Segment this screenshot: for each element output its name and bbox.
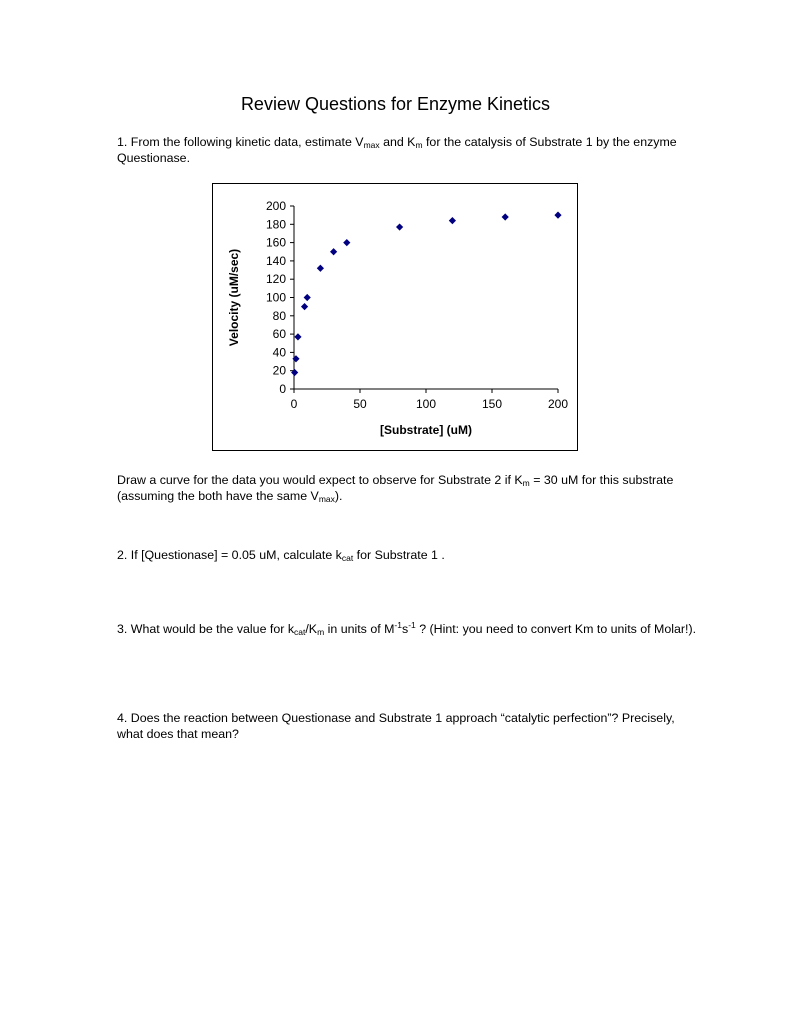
y-axis-ticks [266,199,294,396]
x-tick-label: 100 [415,397,437,411]
q2-text-prefix: 2. If [Questionase] = 0.05 uM, calculate k [117,548,342,562]
data-point [502,213,509,220]
q3-text-mid1: /K [305,622,318,636]
plot-area [266,199,568,411]
y-tick-label: 80 [272,308,286,323]
x-tick-label: 50 [353,397,367,411]
question-3 [117,621,697,637]
draw-text-suffix: ). [334,489,343,503]
question-2 [117,547,697,563]
y-tick-label: 20 [272,363,286,378]
q3-kcat-subscript: cat [294,627,306,637]
x-tick-label: 150 [481,397,503,411]
draw-text-prefix: Draw a curve for the data you would expect to observe for Substrate 2 if K [117,473,523,487]
y-tick-label: 40 [272,345,286,360]
data-point [396,223,403,230]
y-tick-label: 60 [272,327,286,342]
q3-m-superscript: -1 [394,620,402,630]
q2-text-suffix: for Substrate 1 . [353,548,445,562]
y-axis-label: Velocity (uM/sec) [227,248,241,347]
question-4: 4. Does the reaction between Questionase and Substrate 1 approach “catalytic perfection”? Precisely, what does that mean? [117,711,675,741]
data-point [449,217,456,224]
q3-text-mid3: s [401,622,409,636]
y-tick-label: 160 [265,235,286,250]
data-point [301,303,308,310]
data-point [343,239,350,246]
q2-kcat-subscript: cat [341,553,354,563]
draw-vmax-subscript: max [318,494,335,504]
y-tick-label: 200 [265,199,286,213]
q3-km-subscript: m [317,627,325,637]
draw-text-mid: = 30 uM for this substrate (assuming the both have the same V [117,473,674,503]
q1-km-subscript: m [415,140,423,150]
y-tick-label: 140 [265,253,286,268]
data-point [294,333,301,340]
draw-km-subscript: m [522,478,530,488]
data-point [291,369,298,376]
data-point [554,212,561,219]
q3-text-mid2: in units of M [324,622,395,636]
q3-text-prefix: 3. What would be the value for k [117,622,295,636]
data-point [304,294,311,301]
y-tick-label: 120 [265,272,286,287]
q3-text-suffix: ? (Hint: you need to convert Km to units of Molar!). [415,622,697,636]
data-point [317,265,324,272]
scatter-plot [213,184,579,452]
x-axis-ticks [291,389,569,411]
y-tick-label: 180 [265,217,286,232]
data-points [291,212,562,377]
y-tick-label: 0 [279,382,286,396]
q1-vmax-subscript: max [363,140,380,150]
x-tick-label: 200 [547,397,569,411]
question-1 [117,134,697,166]
x-axis-label: [Substrate] (uM) [380,423,472,437]
q1-text-mid: and K [379,135,416,149]
q3-s-superscript: -1 [408,620,416,630]
data-point [292,355,299,362]
page-title: Review Questions for Enzyme Kinetics [240,94,551,114]
y-tick-label: 100 [265,290,286,305]
q1-text-prefix: 1. From the following kinetic data, estimate V [117,135,364,149]
kinetics-chart [212,183,578,451]
draw-instruction [117,472,697,504]
q1-text-suffix: for the catalysis of Substrate 1 by the enzyme Questionase. [117,135,677,165]
data-point [330,248,337,255]
x-tick-label: 0 [290,397,298,411]
